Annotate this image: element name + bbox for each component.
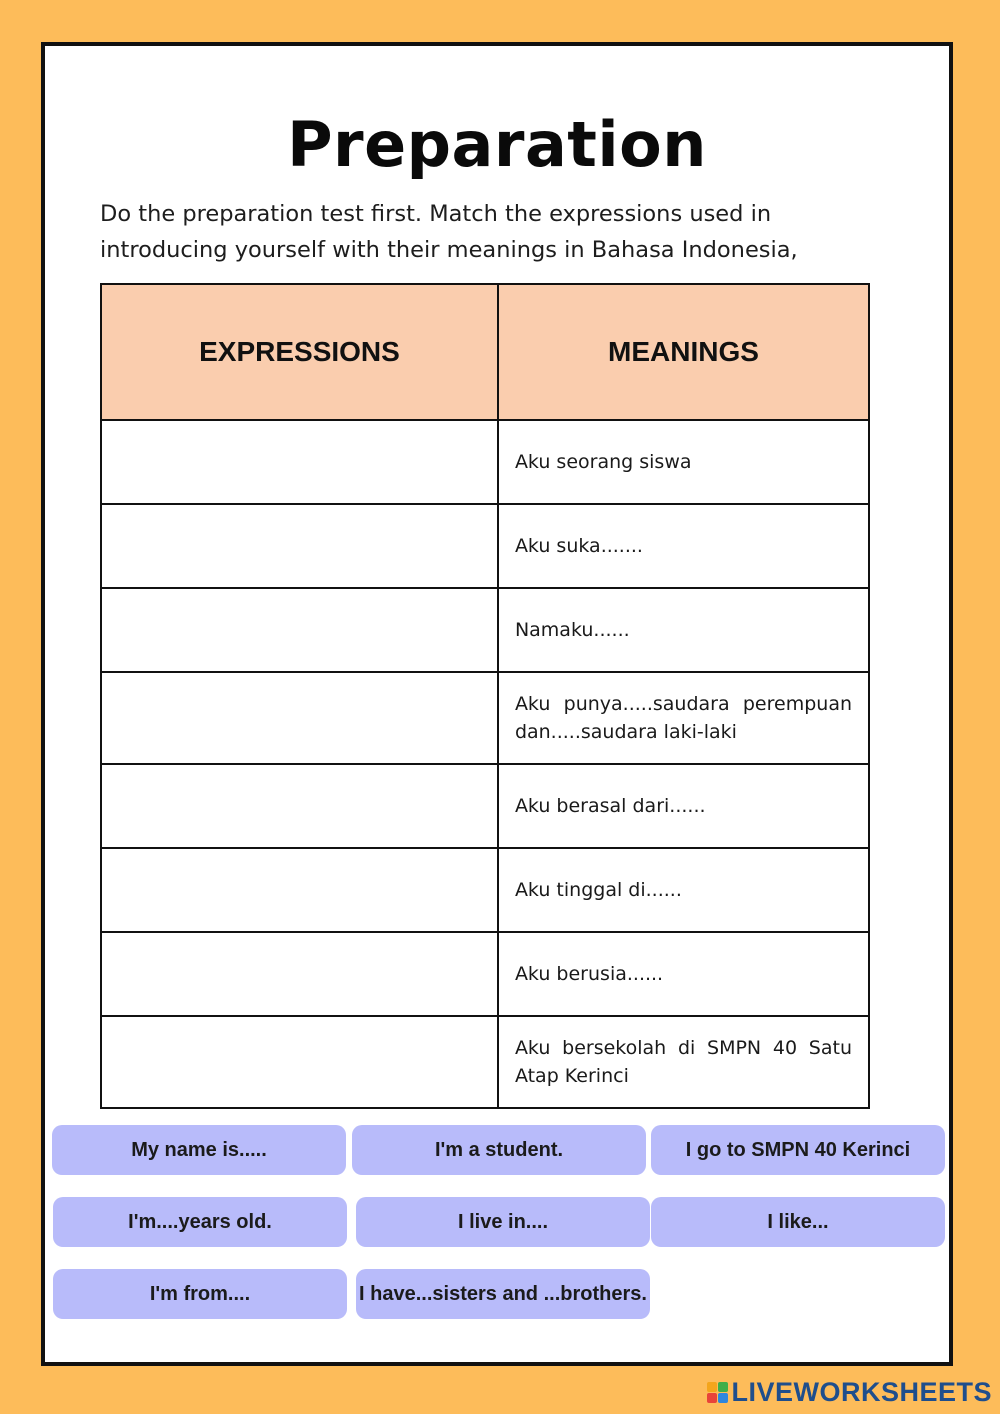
table-header-row xyxy=(101,284,869,420)
expression-drop-zone-7[interactable] xyxy=(101,932,498,1016)
logo-mark-square xyxy=(707,1382,717,1392)
answer-tile-my-name[interactable]: My name is..... xyxy=(52,1125,346,1175)
expression-drop-zone-4[interactable] xyxy=(101,672,498,764)
logo-mark-square xyxy=(718,1382,728,1392)
meaning-cell: Namaku...... xyxy=(498,588,869,672)
expression-drop-zone-3[interactable] xyxy=(101,588,498,672)
meaning-cell: Aku punya.....saudara perempuan dan.....saudara laki-laki xyxy=(498,672,869,764)
logo-mark-square xyxy=(707,1393,717,1403)
meaning-cell: Aku berasal dari...... xyxy=(498,764,869,848)
liveworksheets-mark-icon xyxy=(707,1382,728,1403)
expression-drop-zone-1[interactable] xyxy=(101,420,498,504)
answer-tile-student[interactable]: I'm a student. xyxy=(352,1125,646,1175)
matching-table xyxy=(100,283,870,1109)
table-row xyxy=(101,588,869,672)
answer-tile-siblings[interactable]: I have...sisters and ...brothers. xyxy=(356,1269,650,1319)
answer-tile-school[interactable]: I go to SMPN 40 Kerinci xyxy=(651,1125,945,1175)
logo-mark-square xyxy=(718,1393,728,1403)
expression-drop-zone-6[interactable] xyxy=(101,848,498,932)
table-row xyxy=(101,1016,869,1108)
logo-wordmark: LIVEWORKSHEETS xyxy=(731,1377,992,1407)
header-expressions: EXPRESSIONS xyxy=(101,284,498,420)
expression-drop-zone-8[interactable] xyxy=(101,1016,498,1108)
meaning-cell: Aku tinggal di...... xyxy=(498,848,869,932)
answer-tile-like[interactable]: I like... xyxy=(651,1197,945,1247)
table-row xyxy=(101,672,869,764)
meaning-cell: Aku suka....... xyxy=(498,504,869,588)
liveworksheets-logo[interactable] xyxy=(707,1377,992,1408)
table-row xyxy=(101,848,869,932)
answer-tile-live-in[interactable]: I live in.... xyxy=(356,1197,650,1247)
meaning-cell: Aku seorang siswa xyxy=(498,420,869,504)
header-meanings: MEANINGS xyxy=(498,284,869,420)
meaning-cell: Aku berusia...... xyxy=(498,932,869,1016)
expression-drop-zone-5[interactable] xyxy=(101,764,498,848)
meaning-cell: Aku bersekolah di SMPN 40 Satu Atap Kerinci xyxy=(498,1016,869,1108)
expression-drop-zone-2[interactable] xyxy=(101,504,498,588)
worksheet-title: Preparation xyxy=(287,108,707,181)
answer-tile-age[interactable]: I'm....years old. xyxy=(53,1197,347,1247)
instructions-text: Do the preparation test first. Match the expressions used in introducing yourself with their meanings in Bahasa Indonesia, xyxy=(100,201,798,263)
answer-tile-from[interactable]: I'm from.... xyxy=(53,1269,347,1319)
table-row xyxy=(101,764,869,848)
table-row xyxy=(101,420,869,504)
table-row xyxy=(101,504,869,588)
table-row xyxy=(101,932,869,1016)
